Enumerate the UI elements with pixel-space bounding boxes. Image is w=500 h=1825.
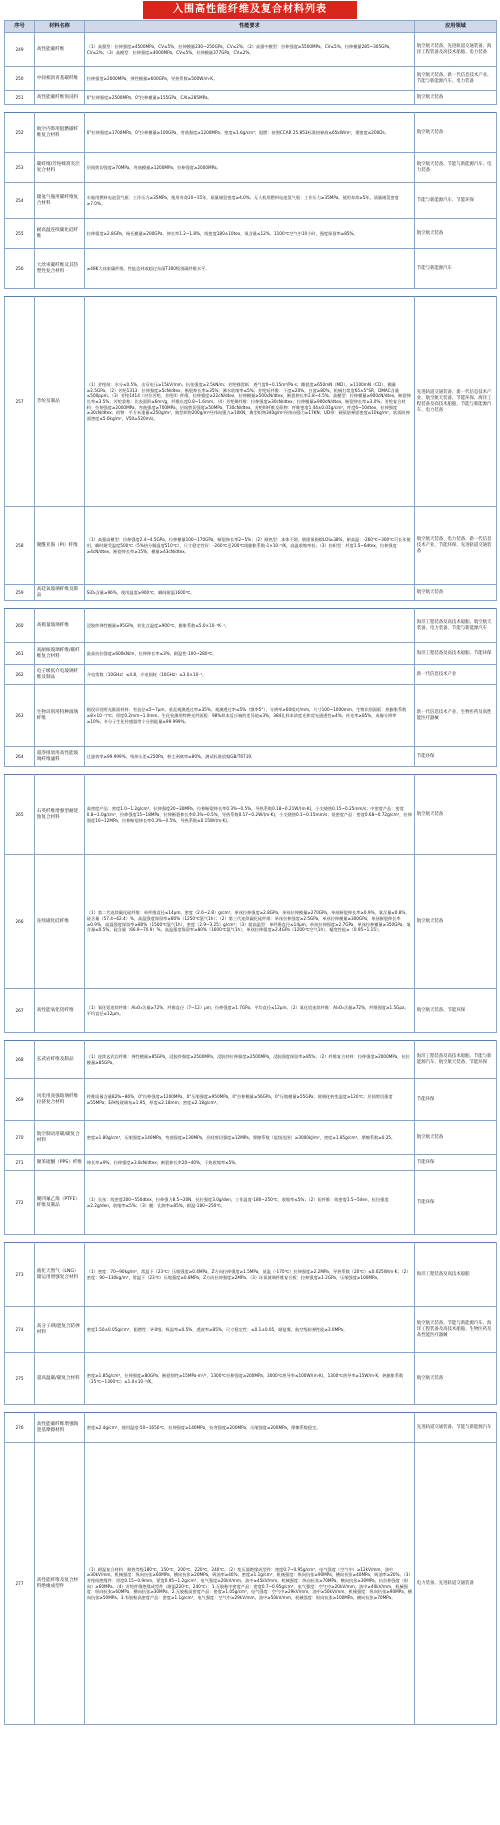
table-row xyxy=(5,1079,497,1121)
table-row xyxy=(5,91,497,105)
performance-requirement: 拉伸强度≥2.8GPa，杨氏模量≥200GPa，伸长率1.2~1.8%，线密度180±10tex，氧含量≤12%，1100℃空气中10小时，强度保留率≥85%。 xyxy=(85,219,415,249)
material-name: 聚四氟乙烯（PTFE）纤维及制品 xyxy=(35,1171,85,1235)
table-row xyxy=(5,685,497,747)
table-row xyxy=(5,153,497,183)
section-gap xyxy=(5,105,497,113)
row-number: 270 xyxy=(5,1121,35,1155)
row-number: 254 xyxy=(5,183,35,219)
performance-requirement: 0°拉伸强度≥2500MPa，0°拉伸模量≥155GPa，CAI≥285MPa。 xyxy=(85,91,415,105)
row-number: 251 xyxy=(5,91,35,105)
performance-requirement: 密度≤2.4g/cm³，使用温度-50~1650℃，拉伸强度≥140MPa，抗弯强度≥200MPa，压缩强度≥200MPa，摩擦系数稳定。 xyxy=(85,1413,415,1443)
material-name: 液化天然气（LNG）储运用增强复合材料 xyxy=(35,1243,85,1307)
performance-requirement: 指纹识别用光锥面材料：有直径≤5~7μm，垂直观测透过率≥35%，观测透过率≤5%（频率5°），分辨率≥60线对/mm，尺寸100~1000mm。生物识别面板：热膨胀系数≥8×10⁻⁷/℃；厚度0.2mm~1.0mm。生化检测用特种光纤面板：98%样本反应端的差异值≤3%，384孔样本浓度光和荧光通透性≥4%，传光率≥85%，成像分辨率≥10%，多分子生化传感器等个分别能量≥99.999%。 xyxy=(85,685,415,747)
row-number: 252 xyxy=(5,113,35,153)
table-body xyxy=(5,33,497,1725)
row-number: 276 xyxy=(5,1413,35,1443)
table-row xyxy=(5,1353,497,1405)
material-name: 连续碳化硅纤维 xyxy=(35,855,85,989)
performance-requirement: 密度1.50±0.05g/cm³，阻燃性：V-0级，吸湿率≤0.5%，透波率≥85%，尺寸稳定性：≤0.1±0.05，耐盐雾，航空级防弹性能≥3.0MPa。 xyxy=(85,1307,415,1353)
row-number: 253 xyxy=(5,153,35,183)
table-row xyxy=(5,1413,497,1443)
application-field: 航空航天装备、先进轨道交通装备、海洋工程装备及高技术船舶、电力装备 xyxy=(415,33,497,67)
material-name: 航空制动用碳/碳复合材料 xyxy=(35,1121,85,1155)
material-name: 储氢气瓶用碳纤维复合材料 xyxy=(35,183,85,219)
material-name: 石英纤维增强型耐烧蚀复合材料 xyxy=(35,775,85,855)
material-name: 聚苯硫醚（PPS）纤维 xyxy=(35,1155,85,1171)
material-name: 聚酰亚胺（PI）纤维 xyxy=(35,507,85,585)
row-number: 250 xyxy=(5,67,35,91)
table-row xyxy=(5,1121,497,1155)
section-gap xyxy=(5,601,497,609)
performance-requirement: 纤维质量含量82%~86%，0°拉伸强度≥1200MPa，0°压缩强度≥950MPa，0°拉伸模量≥56GPa，0°压缩模量≥55GPa；玻璃化转变温度≥120℃；层间剪切强度≥55MPa；E/H级玻璃布≥1.95，厚度≤2.18mm，密度≤2.18g/cm³。 xyxy=(85,1079,415,1121)
material-name: 碳纤维/芳纶蜂窝夹层复合材料 xyxy=(35,153,85,183)
performance-requirement: 高密度产品：密度1.0~1.2g/cm³，拉伸强度20~30MPa，拉伸断裂伸长率0.3%~0.5%，导热系数0.18~0.21W/(m·K)，小尖烧蚀0.15~0.25mm/s；中密度产品：密度0.8~1.0g/cm³，拉伸强度15~18MPa，拉伸断裂伸长率0.3%~0.5%，导热系数0.17~0.2W/(m·K)，小尖烧蚀0.1~0.15mm/s；低密度产品：密度0.68~0.72g/cm³，拉伸强度10~12MPa，拉伸断裂伸长率0.3%~0.5%，导热系数≤0.15W/(m·K)。 xyxy=(85,775,415,855)
application-field: 节能环保 xyxy=(415,747,497,767)
application-field: 航空航天装备 xyxy=(415,585,497,601)
row-number: 274 xyxy=(5,1307,35,1353)
material-name: 高硅氧玻璃纤维及制品 xyxy=(35,585,85,601)
performance-requirement: （1）高强高模型：拉伸强度2.4~4.5GPa，拉伸模量100~170GPa，断裂伸长率2~5%；（2）耐热型：本体不熔，极限氧指数LOI≥38%，耐高温：-260℃~300℃可长年使用，瞬时耐受温度500℃（5%热分解温度510℃），尺寸稳定性好：-260℃至200℃线膨胀系数-1×10⁻⁶/K，高温收缩率低；（3）纺织型：纤度1.5~6dtex，拉伸强度≥4cN/dtex，断裂伸长率≥15%，模量≥43cN/dtex。 xyxy=(85,507,415,585)
application-field: 航空航天装备、节能与新能源汽车、海洋工程装备及高技术船舶、生物医药及高性能医疗器械 xyxy=(415,1307,497,1353)
performance-requirement: 密度≥1.80g/cm³，压缩强度≥140MPa，弯曲强度≥130MPa，层间剪切强度≥12MPa，摩擦系数（能级范围）≥3000kJ/m²，密度≥1.85g/cm³，摩擦系数≥0.25。 xyxy=(85,1121,415,1155)
application-field: 航空航天装备 xyxy=(415,1353,497,1405)
section-gap xyxy=(5,1033,497,1041)
material-name: 玄武岩纤维及制品 xyxy=(35,1041,85,1079)
performance-requirement: （1）高强型：拉伸强度≥4500MPa，CV≤5%，拉伸模量230~250GPa，CV≤2%；（2）高强中模型：拉伸强度≥5500MPa，CV≤5%，拉伸模量285~305GPa，CV≤2%；（3）高模型：拉伸强度≥4000MPa，CV≤5%，拉伸模量377GPa，CV≤2%。 xyxy=(85,33,415,67)
table-row xyxy=(5,775,497,855)
table-row xyxy=(5,855,497,989)
performance-requirement: （1）氧化铝连续纤维：Al₂O₃含量≥72%，纤维直径（7~12）μm，拉伸强度≥1.7GPa，平均直径≤12μm。（2）氧化铝连续纤维：Al₂O₃含量≥72%，纤维强度≥1.5Gpa，平均直径≤12μm。 xyxy=(85,989,415,1033)
row-number: 275 xyxy=(5,1353,35,1405)
performance-requirement: （1）长丝：线密度200~550dtex，拉伸强力8.5~20N，抗拉强度3.0g/den，工作温度-180~250℃，收缩率≤5%；（2）短纤维：线密度1.5~5den，抗拉强度≥2.2g/den，收缩率≤5%；（3）膜：孔隙率≥85%，耐温-180~250℃。 xyxy=(85,1171,415,1235)
material-name: 高模量玻璃纤维 xyxy=(35,609,85,643)
material-name: 芳纶及制品 xyxy=(35,297,85,507)
performance-requirement: （1）耐温复合材料：耐热等级180℃，150℃，200℃，220℃，240℃。（2）变压器绝缘成型件：密度0.7~0.95g/cm³，电气强度（空气中）≥12kV/mm，油中≥30kV/mm，机械强度：纵向抗张≥60MPa，横向抗张≥20MPa，吸油率≥40%；密度≥1.1g/cm³，机械强度：纵向抗张≥90MPa，横向抗张≥40MPa，吸油率≥20%。（3）芳纶纸绝缘件：厚度0.15~0.9mm，紧度0.95~1.2g/cm³，电气强度≥20kV/mm，油中≥45kV/mm，机械强度：纵向抗张≥70MPa，横向抗张≥30MPa，抗拉伸强度（纵向）≥60MPa。（4）芳纶纤维绝缘成型件（耐温220℃，240℃）：1.无胶粘中密度产品：密度0.7~0.95g/cm³，电气强度：空气中≥20kV/mm，油中≥40kV/mm，机械强度：纵向抗张≥60MPa，横向抗张≥30MPa。2.无胶粘高密度产品：密度≥1.05g/cm³，电气强度：空气中≥29kV/mm，油中≥50kV/mm，机械强度：纵向抗张≥90MPa，横向抗张≥50MPa。3.有胶粘高密度产品：密度≥1.1g/cm³，电气强度：空气中≥29kV/mm，油中≥50kV/mm，机械强度：纵向抗张≥100MPa，横向抗张≥70MPa。 xyxy=(85,1443,415,1725)
row-number: 267 xyxy=(5,989,35,1033)
table-header-row xyxy=(5,21,497,33)
application-field: 节能与新能源汽车、节能环保 xyxy=(415,183,497,219)
table-row xyxy=(5,67,497,91)
application-field: 海洋工程装备及高技术船舶 xyxy=(415,1243,497,1307)
row-number: 261 xyxy=(5,643,35,665)
document-page xyxy=(4,0,496,1725)
application-field: 先进轨道交通装备、新一代信息技术产业、航空航天装备、节能环保、海洋工程装备及高技术船舶、节能与新能源汽车、电力装备 xyxy=(415,297,497,507)
material-name: 高性能碳纤维 xyxy=(35,33,85,67)
row-number: 260 xyxy=(5,609,35,643)
performance-requirement: 浸胶纱弹性模量≥95GPa，软化点温度≥900℃，膨胀系数≤5.0×10⁻⁶K⁻¹。 xyxy=(85,609,415,643)
table-row xyxy=(5,1243,497,1307)
table-row xyxy=(5,507,497,585)
row-number: 277 xyxy=(5,1443,35,1725)
table-row xyxy=(5,1307,497,1353)
table-row xyxy=(5,249,497,289)
application-field: 航空航天装备 xyxy=(415,219,497,249)
application-field: 航空航天装备 xyxy=(415,1121,497,1155)
table-row xyxy=(5,1155,497,1171)
performance-requirement: 拉伸强度≥2000MPa，弹性模量≥600GPa，导热系数≥500W/m·K。 xyxy=(85,67,415,91)
application-field: 新一代信息技术产业、生物医药及高性能医疗器械 xyxy=(415,685,497,747)
table-row xyxy=(5,1171,497,1235)
application-field: 节能环保 xyxy=(415,1155,497,1171)
material-name: 电子级低介电玻璃纤维及制品 xyxy=(35,665,85,685)
table-row xyxy=(5,643,497,665)
application-field: 先进轨道交通装备、节能与新能源汽车 xyxy=(415,1413,497,1443)
row-number: 265 xyxy=(5,775,35,855)
row-number: 272 xyxy=(5,1171,35,1235)
material-name: 高分子/陶瓷复合防弹材料 xyxy=(35,1307,85,1353)
row-number: 257 xyxy=(5,297,35,507)
application-field: 航空航天装备 xyxy=(415,775,497,855)
material-name: 生物识别用特种玻璃纤维 xyxy=(35,685,85,747)
section-gap xyxy=(5,1235,497,1243)
table-row xyxy=(5,665,497,685)
materials-table xyxy=(4,20,497,1725)
table-row xyxy=(5,33,497,67)
application-field: 航空航天装备、节能环保 xyxy=(415,989,497,1033)
material-name: 高性能氧化铝纤维 xyxy=(35,989,85,1033)
row-number: 263 xyxy=(5,685,35,747)
row-number: 262 xyxy=(5,665,35,685)
table-row xyxy=(5,585,497,601)
row-number: 255 xyxy=(5,219,35,249)
document-title: 入围高性能纤维及复合材料列表 xyxy=(143,1,357,19)
header-no: 序号 xyxy=(5,21,35,33)
table-row xyxy=(5,113,497,153)
application-field: 节能与新能源汽车 xyxy=(415,249,497,289)
application-field: 航空航天装备、节能与新能源汽车、电力装备 xyxy=(415,153,497,183)
application-field: 航空航天装备 xyxy=(415,91,497,105)
performance-requirement: ≥48K大丝束碳纤维，性能达到或超过东丽T300级别碳纤维水平。 xyxy=(85,249,415,289)
application-field: 海洋工程装备及高技术船舶、节能与新能源汽车、航空航天装备、节能环保 xyxy=(415,1041,497,1079)
performance-requirement: 最高抗拉强度≥600kN/m，拉伸伸长率≤3%，耐温性-100~280℃。 xyxy=(85,643,415,665)
table-row xyxy=(5,219,497,249)
table-row xyxy=(5,747,497,767)
material-name: 高性能纤维及复合材料绝缘成型件 xyxy=(35,1443,85,1725)
row-number: 266 xyxy=(5,855,35,989)
performance-requirement: （1）密度：70~90kg/m³，常温下（23℃）压缩强度≥0.4MPa，Z方向拉伸强度≥1.5MPa，低温（-170℃）拉伸强度≥2.2MPa，导热系数（20℃）≤0.025W/m·K；（2）密度：90~130kg/m³，常温下（23℃）压缩强度≥0.8MPa，Z方向拉伸强度≥2MPa；（3）环氧玻璃纤维复合板：拉伸强度≥1.2GPa，压缩强度≥100MPa。 xyxy=(85,1243,415,1307)
row-number: 264 xyxy=(5,747,35,767)
application-field: 新一代信息技术产业 xyxy=(415,665,497,685)
row-number: 249 xyxy=(5,33,35,67)
material-name: 高耐候玻璃纤维/碳纤维复合材料 xyxy=(35,643,85,665)
material-name: 大丝束碳纤维及其热塑性复合材料 xyxy=(35,249,85,289)
performance-requirement: 层间剪切强度≥70MPa，弯曲模量≥1200MPa，拉伸强度≥2000MPa。 xyxy=(85,153,415,183)
performance-requirement: 0°拉伸强度≥1700MPa，0°拉伸模量≥100GPa，弯曲强度≥1200MPa；密度≤1.6g/cm³；阻燃：按照CCAR 25.853标准热释放≤65kW/m²，烟密度≤200Ds。 xyxy=(85,113,415,153)
material-name: 中间相沥青基碳纤维 xyxy=(35,67,85,91)
application-field: 海洋工程装备及高技术船舶、航空航天装备、电力装备、节能与新能源汽车 xyxy=(415,609,497,643)
material-name: 风电用高强玻璃纤维拉挤复合材料 xyxy=(35,1079,85,1121)
material-name: 超高温碳/碳复合材料 xyxy=(35,1353,85,1405)
section-gap xyxy=(5,289,497,297)
header-app: 应用领域 xyxy=(415,21,497,33)
row-number: 259 xyxy=(5,585,35,601)
row-number: 256 xyxy=(5,249,35,289)
table-row xyxy=(5,297,497,507)
material-name: 超净排放用高性能玻璃纤维滤料 xyxy=(35,747,85,767)
performance-requirement: 密度≥1.85g/cm³，拉伸强度≥80GPa，断裂韧性≥15MPa·m¹/²，1300℃拉伸强度≥200MPa，3000℃热导率≤100W/(m·K)，1300℃热导率≥15W/m·K，热膨胀系数（25℃~1300℃）≤1.0×10⁻⁶/K。 xyxy=(85,1353,415,1405)
row-number: 273 xyxy=(5,1243,35,1307)
application-field: 电力装备、先进轨道交通装备 xyxy=(415,1443,497,1725)
row-number: 269 xyxy=(5,1079,35,1121)
table-row xyxy=(5,1041,497,1079)
performance-requirement: 车船用燃料电池氢气瓶：工作压力≥35MPa，使用寿命10~15年，质量储氢密度≥4.0%；无人机用燃料电池氢气瓶：工作压力≥35MPa，使用寿命≥5年，质量储氢密度≥7.0%。 xyxy=(85,183,415,219)
material-name: 耐高温连续碳化硅纤维 xyxy=(35,219,85,249)
header-req: 性能要求 xyxy=(85,21,415,33)
application-field: 航空航天装备 xyxy=(415,113,497,153)
section-gap xyxy=(5,767,497,775)
performance-requirement: （1）第二代连续碳化硅纤维：单纤维直径≤14μm，密度（2.6~2.8）g/cm³，单丝拉伸强度≥2.8GPa，单丝拉伸模量≥270GPa，单丝断裂伸长率≥0.9%，氧含量≤0.8%，硅含量（57.4~62.4）%，高温强度保留率≥80%（1250℃氩气1h）；（2）第三代连续碳化硅纤维：单丝拉伸强度≥2.5GPa，单丝拉伸模量≥300GPa，单丝断裂伸长率≥0.9%，高温强度保留率≥80%（1500℃氩气1h），密度（2.9~3.25）g/cm³；（3）超高温型：单纤维直径≤14μm，单丝拉伸强度≥2.7GPa，单丝拉伸模量≥350GPa，氧含量≤0.5%，硅含量（66.9~70.9）%，高温强度保留率≥80%（1600℃氩气1h），单丝拉伸强度≥2.4GPa（1200℃空气1h），蠕变性能≥（0.95~1.15）。 xyxy=(85,855,415,989)
table-row xyxy=(5,989,497,1033)
table-row xyxy=(5,609,497,643)
performance-requirement: SiO₂含量≥96%，使用温度≥900℃，瞬间耐温1600℃。 xyxy=(85,585,415,601)
application-field: 航空航天装备 xyxy=(415,855,497,989)
table-row xyxy=(5,183,497,219)
table-row xyxy=(5,1443,497,1725)
material-name: 高性能碳纤维增强陶瓷基摩擦材料 xyxy=(35,1413,85,1443)
performance-requirement: 伸长率≥9%，拉伸强度≥3.8cN/dtex，断裂伸长率20~40%，干热收缩率≤5%。 xyxy=(85,1155,415,1171)
row-number: 258 xyxy=(5,507,35,585)
application-field: 节能环保 xyxy=(415,1171,497,1235)
application-field: 航空航天装备、新一代信息技术产业、节能与新能源汽车、电力装备 xyxy=(415,67,497,91)
material-name: 航空内饰用阻燃碳纤维复合材料 xyxy=(35,113,85,153)
row-number: 271 xyxy=(5,1155,35,1171)
material-name: 高性能碳纤维预浸料 xyxy=(35,91,85,105)
performance-requirement: 过滤效率≥99.999%，残余压差≤250Pa，粉尘剥离率≥80%，测试标准依据GB/T6719。 xyxy=(85,747,415,767)
title-bar xyxy=(4,0,496,20)
header-name: 材料名称 xyxy=(35,21,85,33)
application-field: 海洋工程装备及高技术船舶、节能环保 xyxy=(415,643,497,665)
application-field: 航空航天装备、电力装备、新一代信息技术产业、节能环保、先进轨道交通装备 xyxy=(415,507,497,585)
performance-requirement: （1）连续玄武岩纤维：弹性模量≥85GPa，浸胶纱强度≥2500MPa，浸胶纱拉伸强度≥2500MPa，浸胶强度保留率≥85%；（2）纤维复合材料：拉伸强度≥2000MPa，抗拉模量≥85GPa。 xyxy=(85,1041,415,1079)
section-gap xyxy=(5,1405,497,1413)
performance-requirement: 介电常数（10GHz）≤4.8，介电损耗（10GHz）≤3.0×10⁻³。 xyxy=(85,665,415,685)
application-field: 节能环保 xyxy=(415,1079,497,1121)
performance-requirement: （1）芳纶纸：水分≤0.5%，击穿电压≥15kV/mm，抗张强度≥2.5kN/m；芳纶蜂窝纸：透气度0~0.15m³/Pa·s；撕裂度≥650mN（MD），≥1100mN（CD），模量≥2.5GPa。（2）芳纶1313：拉伸强度≥5cN/dtex，断裂伸长率≥35%，沸水收缩率≤5%；芳纶短纤维：干度≤20%，白度≥80%，机械打浆度65±5°SR，DMAC含量≤500ppm。（3）芳纶1414（对位芳纶、芳纶II）纤维，拉伸强度≥22cN/dtex，拉伸模量≥500cN/dtex，断裂伸长率2.8~4.5%；高模型：拉伸模量≥900cN/dtex，断裂伸长率≤3.5%；芳纶浆粕：比表面积≥6m²/g，纤维长度0.8~1.6mm。（4）芳纶III纤维：拉伸强度≥30cN/dtex，拉伸模量≥900cN/dtex，断裂伸长率≥3.0%；芳纶复合材料：拉伸强度≥2000MPa，弯曲强度≥700MPa，层间剪切强度≥50MPa，T30cN/dtex。芳纶III纤维及织物：纤维密度1.44±0.01g/cm³，纤度6~10dtex，拉伸强度≥30cN/dtex；织物：平方米重量≤250g/m²，典型织物200g/m²经纬向强力≥10KN，典型织物340g/m²经纬向强力≥17KN；UD带：硬质防弹面密度≤10kg/m²，软质防弹面密度≤5.0kg/m²，V50≥520m/s。 xyxy=(85,297,415,507)
row-number: 268 xyxy=(5,1041,35,1079)
